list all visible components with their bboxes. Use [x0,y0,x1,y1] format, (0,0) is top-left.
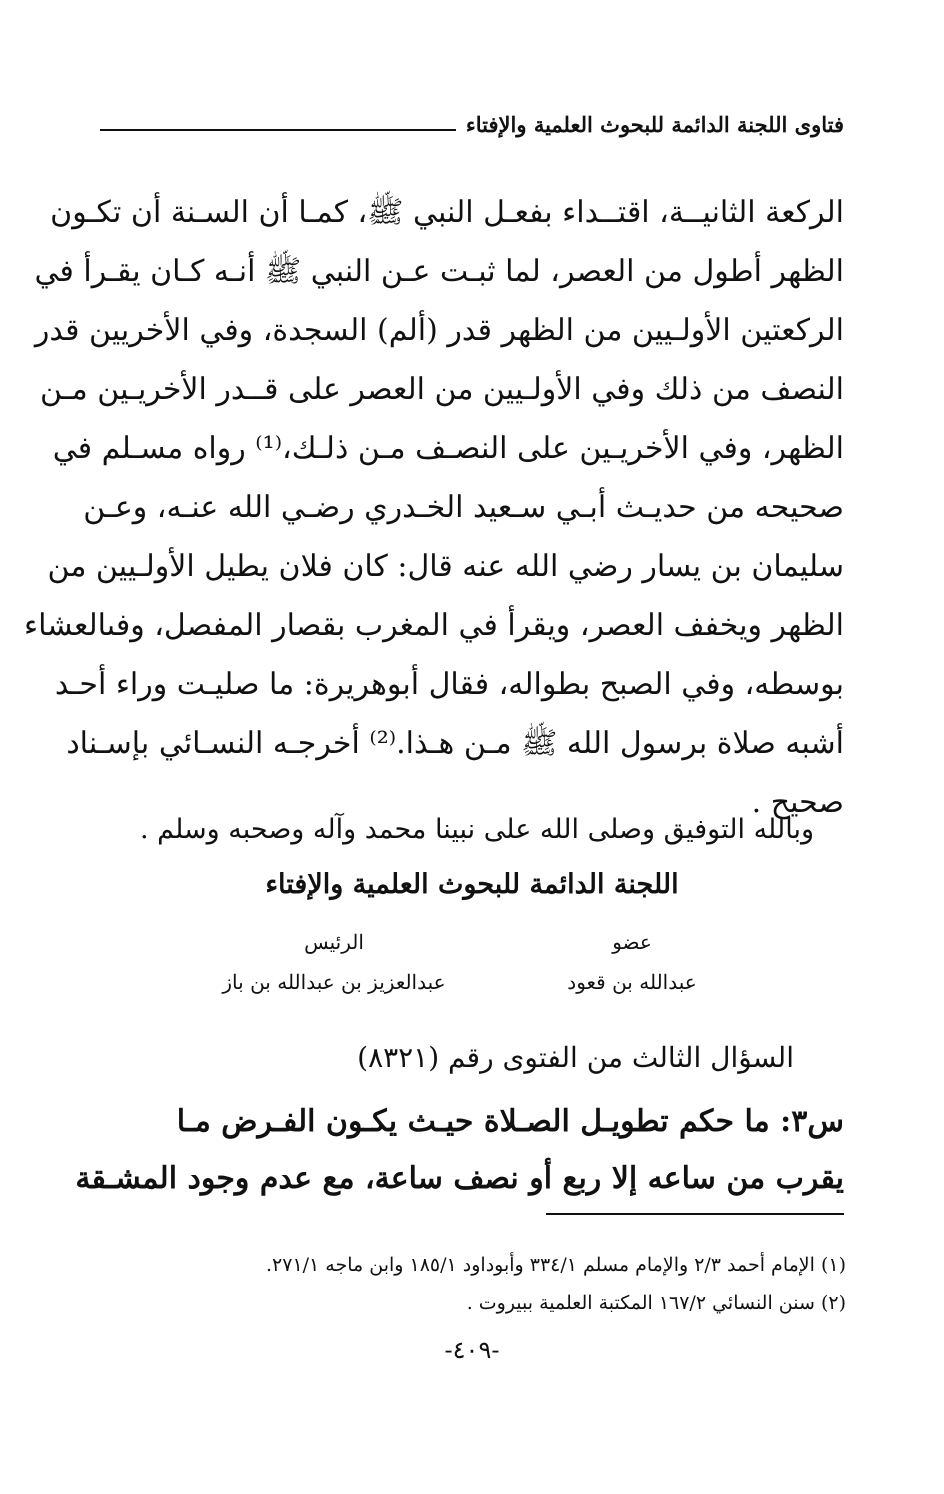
body-line: الظهر أطول من العصر، لما ثبـت عـن النبي ﷺ أنـه كـان يقـرأ في [34,254,844,289]
body-line: الظهر، وفي الأخريـين على النصـف مـن ذلـك،⁽¹⁾ رواه مسـلم في [52,431,844,466]
body-line: صحيح . [751,785,844,820]
signature-member [542,922,722,1002]
page-number: -٤٠٩- [444,1336,500,1364]
president-name: عبدالعزيز بن عبدالله بن باز [222,970,446,994]
footnote: (٢) سنن النسائي ١٦٧/٢ المكتبة العلمية ببيروت . [466,1292,846,1314]
body-line: الركعة الثانيــة، اقتــداء بفعـل النبي ﷺ، كمـا أن السـنة أن تكـون [50,195,844,230]
running-header [100,112,844,137]
fatwa-body [24,183,844,832]
body-line: الركعتين الأولـيين من الظهر قدر (ألم) السجدة، وفي الأخريين قدر [34,313,844,348]
president-title: الرئيس [304,930,364,954]
body-line: النصف من ذلك وفي الأولـيين من العصر على قــدر الأخريـين مـن [40,372,844,407]
member-name: عبدالله بن قعود [567,970,697,994]
header-title: فتاوى اللجنة الدائمة للبحوث العلمية والإفتاء [465,112,844,137]
closing-text: وبالله التوفيق وصلى الله على نبينا محمد وآله وصحبه وسلم . [139,814,814,845]
body-line: أشبه صلاة برسول الله ﷺ مـن هـذا.⁽²⁾ أخرجـه النسـائي بإسـناد [66,726,844,761]
committee-name: اللجنة الدائمة للبحوث العلمية والإفتاء [265,869,679,900]
question-line: س٣: ما حكم تطويـل الصـلاة حيـث يكـون الفـرض مـا [176,1104,844,1139]
signature-president [204,922,464,1002]
footnote: (١) الإمام أحمد ٢/٣ والإمام مسلم ٣٣٤/١ وأبوداود ١٨٥/١ وابن ماجه ٢٧١/١. [265,1254,846,1276]
body-line: سليمان بن يسار رضي الله عنه قال: كان فلان يطيل الأولـيين من [47,549,844,584]
closing-line [100,808,844,852]
question-line: يقرب من ساعه إلا ربع أو نصف ساعة، مع عدم وجود المشـقة [75,1161,844,1196]
footnotes [86,1246,846,1322]
body-line: صحيحه من حديـث أبـي سـعيد الخـدري رضـي الله عنـه، وعـن [83,490,844,525]
footnote-rule [546,1213,844,1215]
question-text [75,1093,844,1207]
body-line: بوسطه، وفي الصبح بطواله، فقال أبوهريرة: ما صليـت وراء أحـد [54,667,844,702]
member-title: عضو [612,930,652,954]
header-rule [100,129,456,131]
question-reference: السؤال الثالث من الفتوى رقم (٨٣٢١) [357,1041,794,1074]
body-line: الظهر ويخفف العصر، ويقرأ في المغرب بقصار المفصل، وفىالعشاء [24,608,844,643]
